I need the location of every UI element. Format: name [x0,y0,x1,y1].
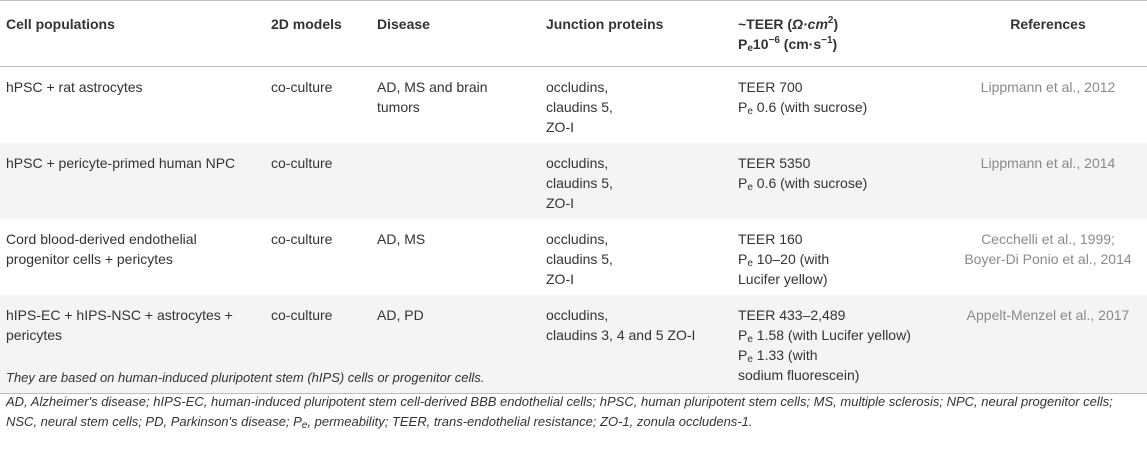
cell-populations-line: progenitor cells + pericytes [6,251,173,267]
footnote-source: They are based on human-induced pluripotent stem (hIPS) cells or progenitor cells. [6,370,485,385]
disease-line: AD, PD [377,307,424,323]
pe-value [738,173,943,193]
pe-text: 1.58 (with Lucifer yellow) [752,327,911,343]
header-teer-omega-exp: 2 [827,15,834,26]
header-teer-pe [732,1,947,67]
junction-proteins-cell [540,67,732,144]
pe-value [738,249,943,269]
reference-link: Appelt-Menzel et al., 2017 [966,307,1130,323]
cell-populations-line: pericytes [6,327,63,343]
cell-populations-cell [0,219,265,295]
pe-value [738,325,943,345]
references-cell [947,67,1147,144]
header-pe-line [738,34,943,54]
header-references: References [947,1,1147,67]
pe-text: 0.6 (with sucrose) [752,175,868,191]
footnote-abbrev-part2: , permeability; TEER, trans-endothelial resistance; ZO-1, zonula occludens-1. [307,414,753,429]
pe-subscript: e [747,106,753,117]
teer-value: TEER 5350 [738,155,811,171]
header-teer-line [738,14,943,34]
model-cell: co-culture [265,219,371,295]
header-cell-populations: Cell populations [0,1,265,67]
pe-continuation: Lucifer yellow) [738,271,828,287]
teer-pe-cell [732,219,947,295]
reference-link: Cecchelli et al., 1999; [981,231,1115,247]
table-row [0,143,1147,219]
header-pe-close: ) [832,36,838,52]
header-pe-factor: 10 [752,36,769,52]
references-cell [947,219,1147,295]
junction-line: claudins 5, [546,251,613,267]
cell-populations-line: hPSC + pericyte-primed human NPC [6,155,236,171]
header-pe-symbol: P [738,36,748,52]
reference-link: Lippmann et al., 2012 [980,79,1116,95]
reference-link: Lippmann et al., 2014 [980,155,1116,171]
disease-cell [371,219,540,295]
teer-value: TEER 700 [738,79,803,95]
teer-pe-cell [732,143,947,219]
junction-proteins-cell [540,219,732,295]
header-junction-proteins: Junction proteins [540,1,732,67]
cell-populations-line: hPSC + rat astrocytes [6,79,143,95]
model-cell: co-culture [265,143,371,219]
pe-subscript: e [747,334,753,345]
table-header [0,1,1147,67]
disease-line: tumors [377,99,420,115]
model-cell: co-culture [265,67,371,144]
junction-line: claudins 5, [546,99,613,115]
table-footnotes [6,368,1141,432]
junction-line: ZO-I [546,119,574,135]
pe-value [738,97,943,117]
header-row [0,1,1147,67]
disease-line: AD, MS [377,231,426,247]
junction-line: ZO-I [546,195,574,211]
junction-line: occludins, [546,231,609,247]
cell-populations-line: Cord blood-derived endothelial [6,231,197,247]
header-disease: Disease [371,1,540,67]
pe-symbol: P [738,251,748,267]
pe-symbol: P [738,327,748,343]
pe-text: 0.6 (with sucrose) [752,99,868,115]
pe-subscript: e [747,258,753,269]
references-cell [947,143,1147,219]
disease-cell [371,143,540,219]
pe-subscript: e [747,354,753,365]
teer-value: TEER 160 [738,231,803,247]
reference-link: Boyer-Di Ponio et al., 2014 [964,251,1132,267]
header-teer-prefix: ~TEER ( [738,16,793,32]
pe-symbol: P [738,347,748,363]
pe-symbol: P [738,99,748,115]
table-row [0,67,1147,144]
header-pe-unit: (cm·s [779,36,822,52]
pe-continuation: sodium fluorescein) [738,367,860,383]
junction-line: claudins 3, 4 and 5 ZO-I [546,327,696,343]
header-pe-sub: e [747,43,753,54]
cell-populations-cell [0,143,265,219]
junction-line: occludins, [546,307,609,323]
header-pe-factor-exp: −6 [768,35,780,46]
header-pe-unit-exp: −1 [821,35,833,46]
header-2d-models: 2D models [265,1,371,67]
disease-line: AD, MS and brain [377,79,488,95]
cell-populations-line: hIPS-EC + hIPS-NSC + astrocytes + [6,307,233,323]
model-cell: co-culture [265,295,371,394]
table-row [0,219,1147,295]
teer-value: TEER 433–2,489 [738,307,846,323]
teer-pe-cell [732,67,947,144]
table-body [0,67,1147,394]
header-teer-omega: Ω·cm [792,16,828,32]
pe-text: 10–20 (with [752,251,830,267]
junction-line: ZO-I [546,271,574,287]
pe-subscript: e [747,182,753,193]
footnote-pe-sub: e [301,420,308,431]
disease-cell [371,67,540,144]
junction-line: occludins, [546,79,609,95]
pe-value [738,345,943,365]
header-teer-close: ) [833,16,839,32]
junction-line: claudins 5, [546,175,613,191]
junction-proteins-cell [540,143,732,219]
junction-line: occludins, [546,155,609,171]
cell-populations-cell [0,67,265,144]
footnote-abbrev-part1: AD, Alzheimer's disease; hIPS-EC, human-induced pluripotent stem cell-derived BBB endothelial cells; hPSC, human pluripotent stem cells; MS, multiple sclerosis; NPC, neural progenitor cells; NSC, neural stem cells; PD, Parkinson's disease; P [6,394,1113,429]
pe-text: 1.33 (with [752,347,818,363]
pe-symbol: P [738,175,748,191]
footnote-abbreviations [6,392,1141,432]
